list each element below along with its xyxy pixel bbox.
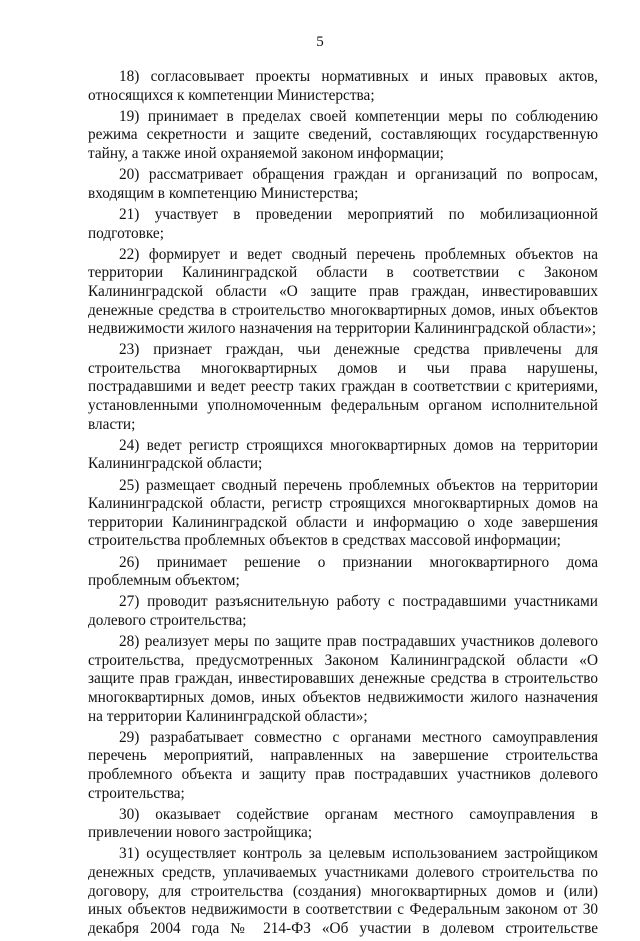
text-line: Калининградской области; [88,455,263,473]
list-item [88,554,598,591]
text-line: 26) принимает решение о признании многоквартирного дома [119,553,598,571]
text-line: многоквартирных домов, иных объектов недвижимости жилого назначения [88,688,598,706]
list-item [88,633,598,726]
list-item [88,68,598,105]
list-item [88,845,598,938]
text-line: входящим в компетенцию Министерства; [88,184,359,202]
text-line: 30) оказывает содействие органам местного самоуправления в [119,805,598,823]
text-line: подготовке; [88,224,164,242]
text-line: иных объектов недвижимости в соответствии с Федеральным законом от 30 [88,901,598,919]
text-line: тайну, а также иной охраняемой законом информации; [88,144,444,162]
text-line: договору, для строительства (создания) многоквартирных домов и (или) [88,882,598,900]
text-line: 19) принимает в пределах своей компетенции меры по соблюдению [119,107,598,125]
text-line: Калининградской области «О защите прав граждан, инвестировавших [88,282,598,300]
text-line: режима секретности и защите сведений, составляющих государственную [88,126,598,144]
text-line: 27) проводит разъяснительную работу с пострадавшими участниками [119,593,598,611]
text-line: долевого строительства; [88,611,247,629]
text-line: территории Калининградской области в соответствии с Законом [88,264,598,282]
text-line: строительства; [88,784,185,802]
text-line: строительства проблемных объектов в средствах массовой информации; [88,532,561,550]
text-line: денежные средства в строительство многоквартирных домов, иных объектов [88,301,598,319]
text-line: защите прав граждан, инвестировавших денежные средства в строительство [88,670,598,688]
text-line: Калининградской области, регистр строящихся многоквартирных домов на [88,495,598,513]
list-item [88,206,598,243]
text-line: 24) ведет регистр строящихся многоквартирных домов на территории [119,436,598,454]
text-line: территории Калининградской области и информацию о ходе завершения [88,513,598,531]
text-line: установленными уполномоченным федеральным органом исполнительной [88,397,598,415]
list-item [88,806,598,843]
text-line: на территории Калининградской области»; [88,707,368,725]
text-line: 23) признает граждан, чьи денежные средства привлечены для [119,341,598,359]
list-item [88,246,598,339]
document-body [88,68,598,941]
text-line: 28) реализует меры по защите прав пострадавших участников долевого [119,633,598,651]
text-line: 22) формирует и ведет сводный перечень проблемных объектов на [119,245,598,263]
page-number: 5 [316,34,324,50]
text-line: 31) осуществляет контроль за целевым использованием застройщиком [119,845,598,863]
text-line: 25) размещает сводный перечень проблемных объектов на территории [119,476,598,494]
list-item [88,437,598,474]
text-line: власти; [88,415,136,433]
text-line: декабря 2004 года № 214-ФЗ «Об участии в долевом строительстве [88,919,598,937]
list-item [88,166,598,203]
list-item [88,729,598,803]
text-line: денежных средств, уплачиваемых участниками долевого строительства по [88,864,598,882]
list-item [88,108,598,164]
text-line: перечень мероприятий, направленных на завершение строительства [88,747,598,765]
text-line: проблемным объектом; [88,572,240,590]
text-line: 29) разрабатывает совместно с органами местного самоуправления [119,728,598,746]
text-line: строительства многоквартирных домов и чьи права нарушены, [88,359,598,377]
text-line: 18) согласовывает проекты нормативных и иных правовых актов, [119,68,598,85]
text-line: пострадавшими и ведет реестр таких граждан в соответствии с критериями, [88,378,598,396]
text-line: привлечении нового застройщика; [88,824,313,842]
list-item [88,477,598,551]
text-line: 21) участвует в проведении мероприятий по мобилизационной [119,205,598,223]
text-line: строительства, предусмотренных Законом Калининградской области «О [88,651,598,669]
text-line: 20) рассматривает обращения граждан и организаций по вопросам, [119,166,598,184]
list-item [88,341,598,434]
list-item [88,593,598,630]
text-line: недвижимости жилого назначения на территории Калининградской области»; [88,320,597,338]
text-line: относящихся к компетенции Министерства; [88,86,375,104]
text-line: проблемного объекта и защиту прав пострадавших участников долевого [88,765,598,783]
